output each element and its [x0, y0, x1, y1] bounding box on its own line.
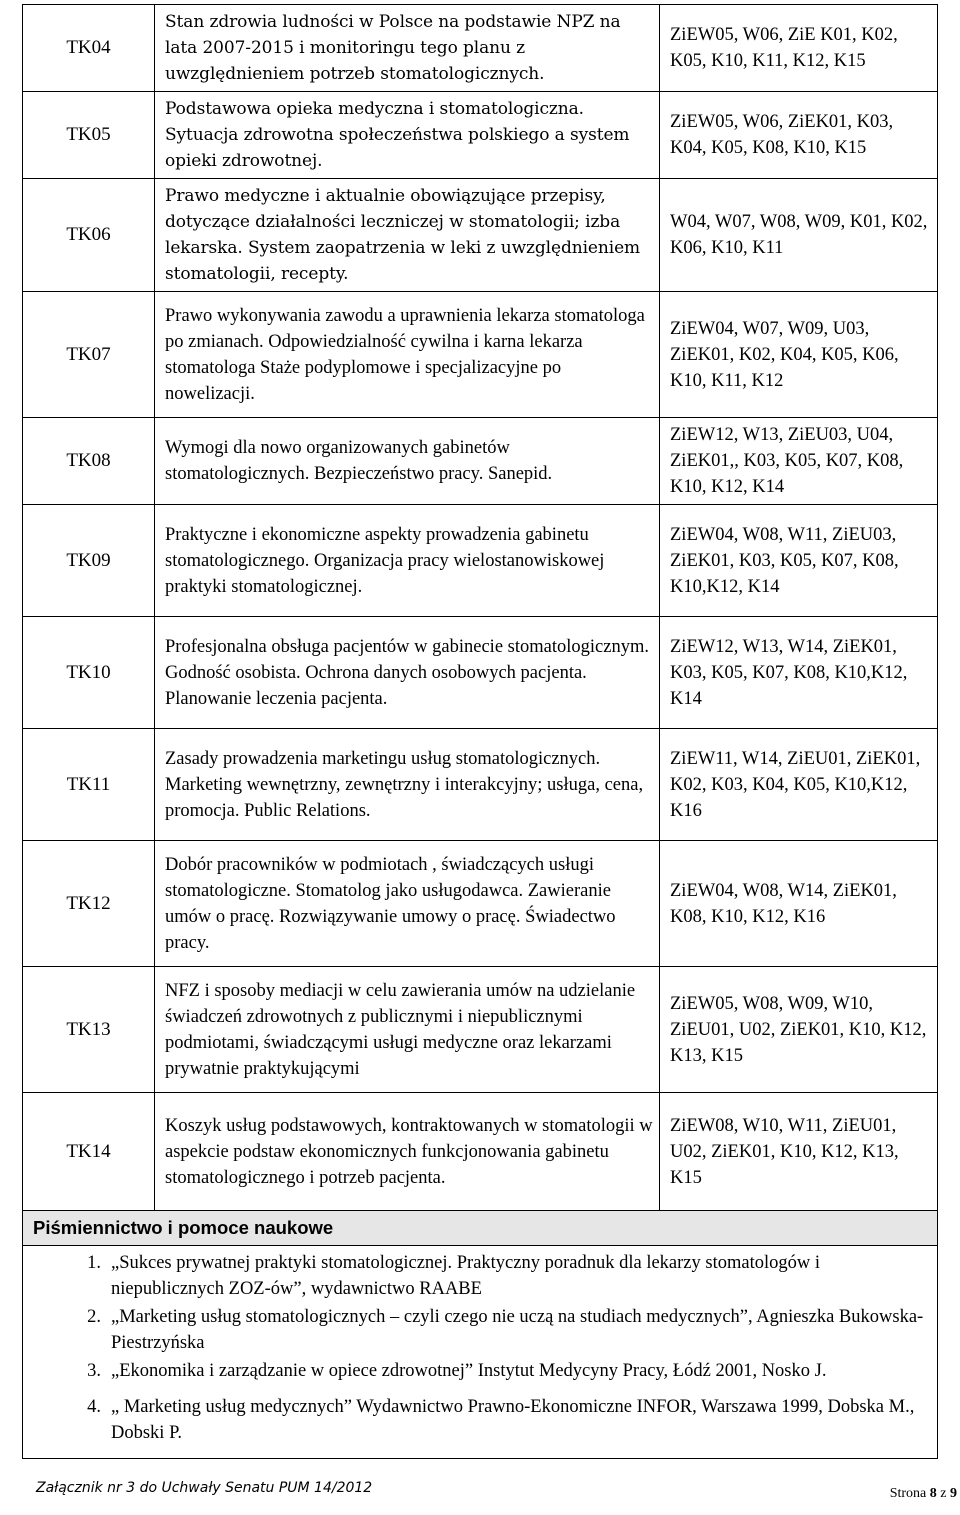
learning-outcomes: ZiEW04, W08, W11, ZiEU03, ZiEK01, K03, K05, K07, K08, K10,K12, K14 [660, 505, 938, 617]
item-text: „Marketing usług stomatologicznych – czyli czego nie uczą na studiach medycznych”, Agnieszka Bukowska-Piestrzyńska [111, 1307, 924, 1353]
topic-code: TK07 [23, 292, 155, 418]
topic-code: TK04 [23, 5, 155, 92]
item-number: 2. [87, 1307, 101, 1327]
page-total: 9 [950, 1486, 957, 1501]
table-row [23, 1093, 938, 1211]
item-number: 1. [87, 1253, 101, 1273]
table-row [23, 967, 938, 1093]
table-row [23, 179, 938, 292]
topic-description: Profesjonalna obsługa pacjentów w gabinecie stomatologicznym. Godność osobista. Ochrona danych osobowych pacjenta. Planowanie leczenia pacjenta. [155, 617, 660, 729]
bibliography-body-row [23, 1246, 938, 1459]
topic-code: TK06 [23, 179, 155, 292]
bibliography-item [33, 1250, 927, 1302]
page-current: 8 [929, 1486, 937, 1501]
item-text: „Ekonomika i zarządzanie w opiece zdrowotnej” Instytut Medycyny Pracy, Łódź 2001, Nosko J. [111, 1361, 827, 1381]
topic-description: Zasady prowadzenia marketingu usług stomatologicznych. Marketing wewnętrzny, zewnętrzny i interakcyjny; usługa, cena, promocja. Public Relations. [155, 729, 660, 841]
table-row [23, 292, 938, 418]
syllabus-content-table [22, 4, 938, 1459]
learning-outcomes: ZiEW04, W08, W14, ZiEK01, K08, K10, K12, K16 [660, 841, 938, 967]
topic-code: TK13 [23, 967, 155, 1093]
page-label: Strona [889, 1486, 927, 1501]
learning-outcomes: ZiEW05, W06, ZiEK01, K03, K04, K05, K08, K10, K15 [660, 92, 938, 179]
learning-outcomes: ZiEW12, W13, ZiEU03, U04, ZiEK01,, K03, K05, K07, K08, K10, K12, K14 [660, 418, 938, 505]
learning-outcomes: ZiEW04, W07, W09, U03, ZiEK01, K02, K04, K05, K06, K10, K11, K12 [660, 292, 938, 418]
table-row [23, 92, 938, 179]
item-number: 4. [87, 1397, 101, 1417]
bibliography-list-cell [23, 1246, 938, 1459]
learning-outcomes: ZiEW05, W06, ZiE K01, K02, K05, K10, K11, K12, K15 [660, 5, 938, 92]
topic-description: Koszyk usług podstawowych, kontraktowanych w stomatologii w aspekcie podstaw ekonomicznych funkcjonowania gabinetu stomatologicznego i potrzeb pacjenta. [155, 1093, 660, 1211]
learning-outcomes: W04, W07, W08, W09, K01, K02, K06, K10, K11 [660, 179, 938, 292]
learning-outcomes: ZiEW08, W10, W11, ZiEU01, U02, ZiEK01, K10, K12, K13, K15 [660, 1093, 938, 1211]
page-separator: z [940, 1486, 947, 1501]
learning-outcomes: ZiEW05, W08, W09, W10, ZiEU01, U02, ZiEK01, K10, K12, K13, K15 [660, 967, 938, 1093]
page-number [890, 1486, 957, 1502]
topic-code: TK12 [23, 841, 155, 967]
topic-description: Wymogi dla nowo organizowanych gabinetów stomatologicznych. Bezpieczeństwo pracy. Sanepid. [155, 418, 660, 505]
topic-code: TK09 [23, 505, 155, 617]
bibliography-item [33, 1304, 927, 1356]
topic-code: TK14 [23, 1093, 155, 1211]
item-text: „Sukces prywatnej praktyki stomatologicznej. Praktyczny poradnuk dla lekarzy stomatologów i niepublicznych ZOZ-ów”, wydawnictwo RAABE [111, 1253, 820, 1299]
topic-description: Prawo medyczne i aktualnie obowiązujące przepisy, dotyczące działalności leczniczej w stomatologii; izba lekarska. System zaopatrzenia w leki z uwzględnieniem stomatologii, recepty. [155, 179, 660, 292]
bibliography-item [33, 1358, 927, 1384]
bibliography-list [33, 1250, 927, 1446]
bibliography-header-row [23, 1211, 938, 1246]
topic-description: Dobór pracowników w podmiotach , świadczących usługi stomatologiczne. Stomatolog jako usługodawca. Zawieranie umów o pracę. Rozwiązywanie umowy o pracę. Świadectwo pracy. [155, 841, 660, 967]
table-row [23, 729, 938, 841]
table-row [23, 841, 938, 967]
table-row [23, 505, 938, 617]
table-row [23, 5, 938, 92]
learning-outcomes: ZiEW12, W13, W14, ZiEK01, K03, K05, K07, K08, K10,K12, K14 [660, 617, 938, 729]
table-row [23, 617, 938, 729]
topic-description: Praktyczne i ekonomiczne aspekty prowadzenia gabinetu stomatologicznego. Organizacja pracy wielostanowiskowej praktyki stomatologicznej. [155, 505, 660, 617]
item-text: „ Marketing usług medycznych” Wydawnictwo Prawno-Ekonomiczne INFOR, Warszawa 1999, Dobska M., Dobski P. [111, 1397, 915, 1443]
item-number: 3. [87, 1361, 101, 1381]
topic-code: TK10 [23, 617, 155, 729]
bibliography-item [33, 1394, 927, 1446]
topic-description: NFZ i sposoby mediacji w celu zawierania umów na udzielanie świadczeń zdrowotnych z publicznymi i niepublicznymi podmiotami, świadczącymi usługi medyczne oraz lekarzami prywatnie praktykującymi [155, 967, 660, 1093]
topic-description: Podstawowa opieka medyczna i stomatologiczna. Sytuacja zdrowotna społeczeństwa polskiego a system opieki zdrowotnej. [155, 92, 660, 179]
topic-code: TK05 [23, 92, 155, 179]
bibliography-heading: Piśmiennictwo i pomoce naukowe [23, 1211, 938, 1246]
footer-attachment-note: Załącznik nr 3 do Uchwały Senatu PUM 14/2012 [36, 1480, 373, 1496]
learning-outcomes: ZiEW11, W14, ZiEU01, ZiEK01, K02, K03, K04, K05, K10,K12, K16 [660, 729, 938, 841]
topic-code: TK08 [23, 418, 155, 505]
table-row [23, 418, 938, 505]
topic-description: Stan zdrowia ludności w Polsce na podstawie NPZ na lata 2007-2015 i monitoringu tego planu z uwzględnieniem potrzeb stomatologicznych. [155, 5, 660, 92]
topic-code: TK11 [23, 729, 155, 841]
topic-description: Prawo wykonywania zawodu a uprawnienia lekarza stomatologa po zmianach. Odpowiedzialność cywilna i karna lekarza stomatologa Staże podyplomowe i specjalizacyjne po nowelizacji. [155, 292, 660, 418]
